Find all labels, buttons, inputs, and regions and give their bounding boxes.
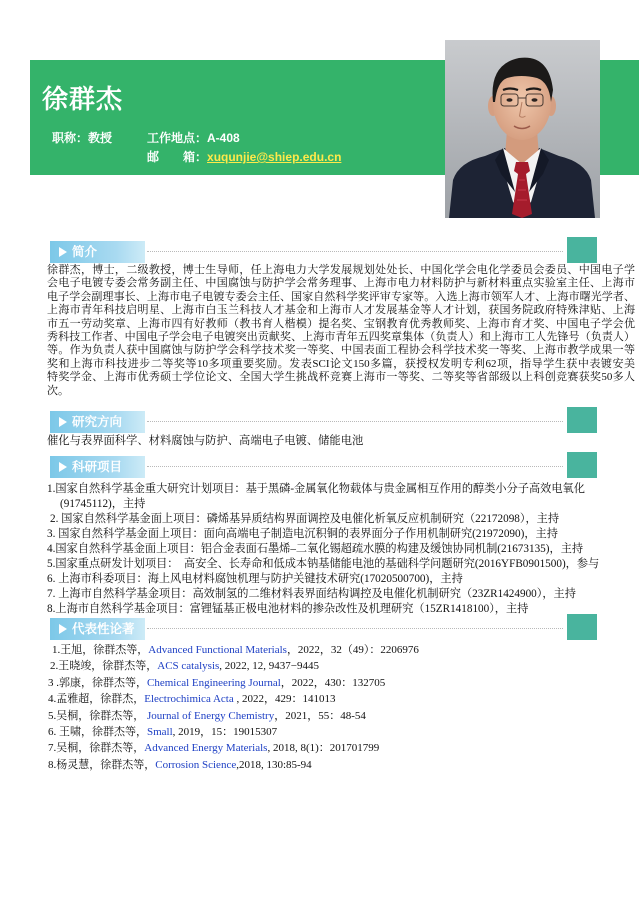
project-text: 3. 国家自然科学基金面上项目：面向高端电子制造电沉积铜的表界面分子作用机制研究(21972090)，主持 — [47, 528, 558, 540]
project-item — [47, 527, 632, 542]
bio-line: 奖和上海市科技进步二等奖等10多项重要奖励。发表SCI论文150多篇，获授权发明专利62项，指导学生获中表镀安美 — [47, 357, 635, 370]
paper-item — [48, 757, 548, 773]
bio-line: 电子学会副理事长、上海市电子电镀专委会主任、国家自然科学奖评审专家等。入选上海市领军人才、上海市曙光学者、 — [47, 290, 635, 303]
job-title-value: 教授 — [88, 131, 113, 145]
triangle-right-icon — [59, 462, 67, 472]
paper-item — [48, 740, 548, 756]
bio-line: 会电子电镀专委会常务副主任、中国腐蚀与防护学会常务理事、上海市电力材料防护与新材料重点实验室主任、上海市 — [47, 277, 635, 290]
project-text: 6. 上海市科委项目：海上风电材料腐蚀机理与防护关键技术研究(17020500700)，主持 — [47, 573, 463, 585]
section-accent-square — [567, 407, 597, 433]
paper-item — [48, 675, 548, 691]
paper-details: ，2022，430：132705 — [280, 676, 386, 689]
bio-line: 市五一劳动奖章、上海市四有好教师（教书育人楷模）提名奖、宝钢教育优秀教师奖、上海市育才奖、中国电子学会优 — [47, 317, 635, 330]
project-text: 4.国家自然科学基金面上项目：铝合金表面石墨烯–二氧化锡超疏水膜的构建及缓蚀协同机制(21673135)，主持 — [47, 543, 584, 555]
section-label-box — [50, 618, 145, 640]
project-text-continuation: (91745112)，主持 — [60, 498, 146, 510]
project-list — [47, 482, 632, 617]
paper-list — [48, 642, 548, 773]
project-text: 7. 上海市自然科学基金项目：高效制氢的二维材料表界面结构调控及电催化机制研究（23ZR1424900），主持 — [47, 588, 576, 600]
paper-authors: 5.吴桐，徐群杰等， — [48, 709, 147, 722]
bio-line: 特奖学金、上海市优秀硕士学位论文、全国大学生挑战杯竞赛上海市一等奖、二等奖等省部级以上科创竞赛获奖50多人 — [47, 371, 635, 384]
section-accent-square — [567, 614, 597, 640]
paper-details: ,2018, 130:85-94 — [236, 758, 312, 771]
paper-authors: 8.杨灵慧，徐群杰等， — [48, 758, 156, 771]
project-text: 2. 国家自然科学基金面上项目：磷烯基异质结构界面调控及电催化析氧反应机制研究（22172098），主持 — [50, 513, 560, 525]
project-item — [47, 587, 632, 602]
paper-authors: 7.吴桐，徐群杰等， — [48, 742, 145, 755]
paper-item — [48, 642, 548, 658]
paper-authors: 3 .郭康，徐群杰等， — [48, 676, 147, 689]
project-text: 8.上海市自然科学基金项目：富锂锰基正极电池材料的掺杂改性及机理研究（15ZR1418100），主持 — [47, 603, 529, 615]
paper-details: , 2018, 8(1)：201701799 — [267, 742, 380, 755]
bio-line: 等。作为负责人获中国腐蚀与防护学会科学技术奖一等奖、中国表面工程协会科学技术奖一等奖、上海市教学成果一等 — [47, 344, 635, 357]
section-title: 科研项目 — [72, 460, 123, 474]
project-item — [47, 482, 632, 512]
email-row — [147, 149, 341, 165]
work-location-label: 工作地点： — [147, 131, 208, 145]
paper-details: , 2019，15：19015307 — [172, 725, 278, 738]
paper-details: , 2022，429：141013 — [233, 693, 336, 706]
bio-line: 秀科技工作者、中国电子学会电子电镀突出贡献奖、上海市青年五四奖章集体（负责人）和上海市工人先锋号（负责人） — [47, 330, 635, 343]
triangle-right-icon — [59, 624, 67, 634]
project-item — [47, 512, 632, 527]
paper-details: , 2022, 12, 9437−9445 — [219, 660, 319, 673]
paper-details: ，2021，55：48-54 — [274, 709, 366, 722]
bio-line: 次。 — [47, 384, 69, 397]
dotted-divider — [147, 251, 563, 252]
section-title: 研究方向 — [72, 415, 123, 429]
paper-item — [48, 724, 548, 740]
bio-text — [47, 264, 635, 398]
paper-item — [48, 658, 548, 674]
section-label-box — [50, 411, 145, 433]
paper-item — [48, 708, 548, 724]
job-title-label: 职称： — [52, 131, 89, 145]
section-accent-square — [567, 452, 597, 478]
paper-authors: 1.王旭，徐群杰等， — [52, 644, 149, 656]
dotted-divider — [147, 628, 563, 629]
paper-authors: 6. 王啸，徐群杰等， — [48, 725, 147, 738]
paper-details: ，2022，32（49）：2206976 — [286, 644, 419, 656]
work-location-value: A-408 — [207, 131, 240, 145]
email-link[interactable]: xuqunjie@shiep.edu.cn — [207, 150, 342, 164]
paper-journal: Journal of Energy Chemistry — [147, 709, 275, 722]
paper-authors: 2.王晓竣，徐群杰等， — [50, 660, 158, 673]
section-title: 代表性论著 — [72, 622, 135, 636]
dotted-divider — [147, 421, 563, 422]
section-heading-papers — [50, 614, 597, 640]
dotted-divider — [147, 466, 563, 467]
section-heading-bio — [50, 237, 597, 263]
project-item — [47, 572, 632, 587]
job-title — [52, 130, 112, 146]
section-accent-square — [567, 237, 597, 263]
profile-photo — [445, 40, 600, 218]
research-directions: 催化与表界面科学、材料腐蚀与防护、高端电子电镀、储能电池 — [47, 435, 364, 447]
triangle-right-icon — [59, 247, 67, 257]
section-label-box — [50, 456, 145, 478]
person-name: 徐群杰 — [42, 84, 124, 114]
paper-item — [48, 691, 548, 707]
work-location — [147, 130, 240, 146]
section-heading-projects — [50, 452, 597, 478]
project-text: 1.国家自然科学基金重大研究计划项目：基于黑磷-金属氧化物载体与贵金属相互作用的醇类小分子高效电氧化 — [47, 483, 585, 495]
section-label-box — [50, 241, 145, 263]
section-heading-research — [50, 407, 597, 433]
bio-line: 上海市青年科技启明星、上海市白玉兰科技人才基金和上海市人才发展基金等人才计划，获国务院政府特殊津贴、上海 — [47, 304, 635, 317]
triangle-right-icon — [59, 417, 67, 427]
paper-journal: Corrosion Science — [155, 758, 237, 771]
bio-line: 徐群杰，博士，二级教授，博士生导师，任上海电力大学发展规划处处长、中国化学会电化学委员会委员、中国电子学 — [47, 264, 635, 276]
paper-journal: Small — [147, 725, 173, 738]
paper-journal: Electrochimica Acta — [144, 693, 234, 706]
paper-journal: Advanced Functional Materials — [148, 644, 287, 656]
email-label: 邮 箱： — [147, 150, 208, 164]
paper-journal: ACS catalysis — [157, 660, 220, 673]
paper-authors: 4.孟雅超，徐群杰， — [48, 693, 145, 706]
portrait-illustration — [445, 40, 600, 218]
project-item — [47, 542, 632, 557]
paper-journal: Advanced Energy Materials — [144, 742, 268, 755]
project-text: 5.国家重点研发计划项目： 高安全、长寿命和低成本钠基储能电池的基础科学问题研究(2016YFB0901500)，参与 — [47, 558, 600, 570]
project-item — [47, 557, 632, 572]
section-title: 简介 — [72, 245, 98, 259]
paper-journal: Chemical Engineering Journal — [147, 676, 281, 689]
